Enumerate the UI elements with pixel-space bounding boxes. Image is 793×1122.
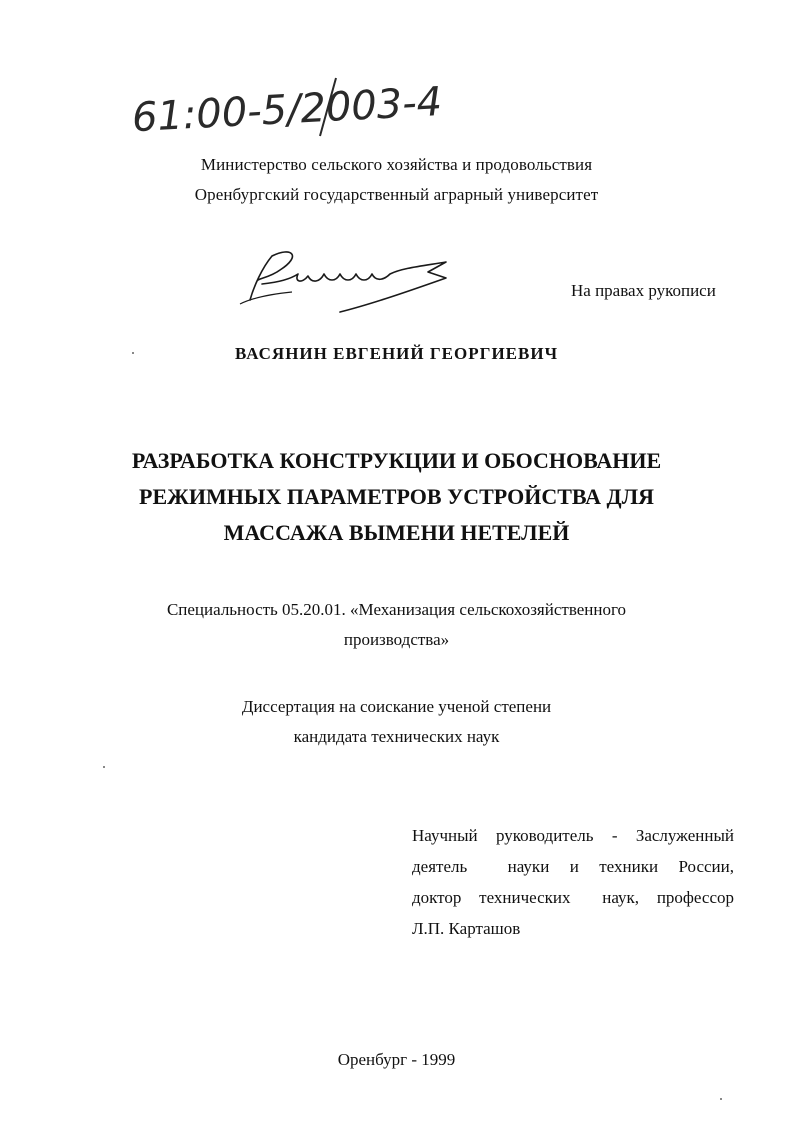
scan-speck: [720, 1098, 722, 1100]
supervisor-word: деятель: [412, 857, 468, 876]
supervisor-line: [412, 913, 734, 944]
rights-notice: На правах рукописи: [571, 281, 716, 300]
scan-speck: [103, 766, 105, 768]
degree-line: кандидата технических наук: [293, 727, 500, 746]
supervisor-line: [412, 851, 734, 882]
archive-stamp-code: 61:00-5/2003-4: [130, 79, 444, 142]
dissertation-title: [0, 443, 793, 551]
supervisor-word: России,: [678, 857, 734, 876]
ministry-header: [0, 150, 793, 210]
supervisor-word: технических: [479, 888, 571, 907]
supervisor-word: профессор: [656, 888, 734, 907]
university-name: Оренбургский государственный аграрный университет: [194, 185, 599, 204]
supervisor-word: -: [611, 826, 618, 845]
supervisor-word: Научный: [412, 826, 478, 845]
scan-speck: [132, 352, 134, 354]
title-line: РАЗРАБОТКА КОНСТРУКЦИИ И ОБОСНОВАНИЕ: [131, 448, 662, 473]
supervisor-word: и: [569, 857, 579, 876]
archive-stamp: [128, 72, 498, 142]
specialty-line: производства»: [343, 630, 450, 649]
supervisor-line: [412, 820, 734, 851]
author-signature: [232, 238, 472, 318]
supervisor-block: [412, 820, 734, 944]
title-line: РЕЖИМНЫХ ПАРАМЕТРОВ УСТРОЙСТВА ДЛЯ: [139, 484, 654, 509]
title-line: МАССАЖА ВЫМЕНИ НЕТЕЛЕЙ: [223, 520, 570, 545]
specialty: [0, 595, 793, 655]
supervisor-name: Л.П. Карташов: [412, 919, 521, 938]
supervisor-word: техники: [599, 857, 659, 876]
author-name: ВАСЯНИН ЕВГЕНИЙ ГЕОРГИЕВИЧ: [234, 344, 559, 363]
supervisor-line: [412, 882, 734, 913]
degree-statement: [0, 692, 793, 752]
city-year: Оренбург - 1999: [337, 1050, 456, 1069]
supervisor-word: наук,: [602, 888, 640, 907]
degree-line: Диссертация на соискание ученой степени: [241, 697, 552, 716]
supervisor-word: руководитель: [495, 826, 594, 845]
supervisor-word: доктор: [412, 888, 462, 907]
ministry-name: Министерство сельского хозяйства и продовольствия: [200, 155, 593, 174]
supervisor-word: науки: [507, 857, 550, 876]
supervisor-word: Заслуженный: [635, 826, 734, 845]
specialty-line: Специальность 05.20.01. «Механизация сельскохозяйственного: [166, 600, 627, 619]
